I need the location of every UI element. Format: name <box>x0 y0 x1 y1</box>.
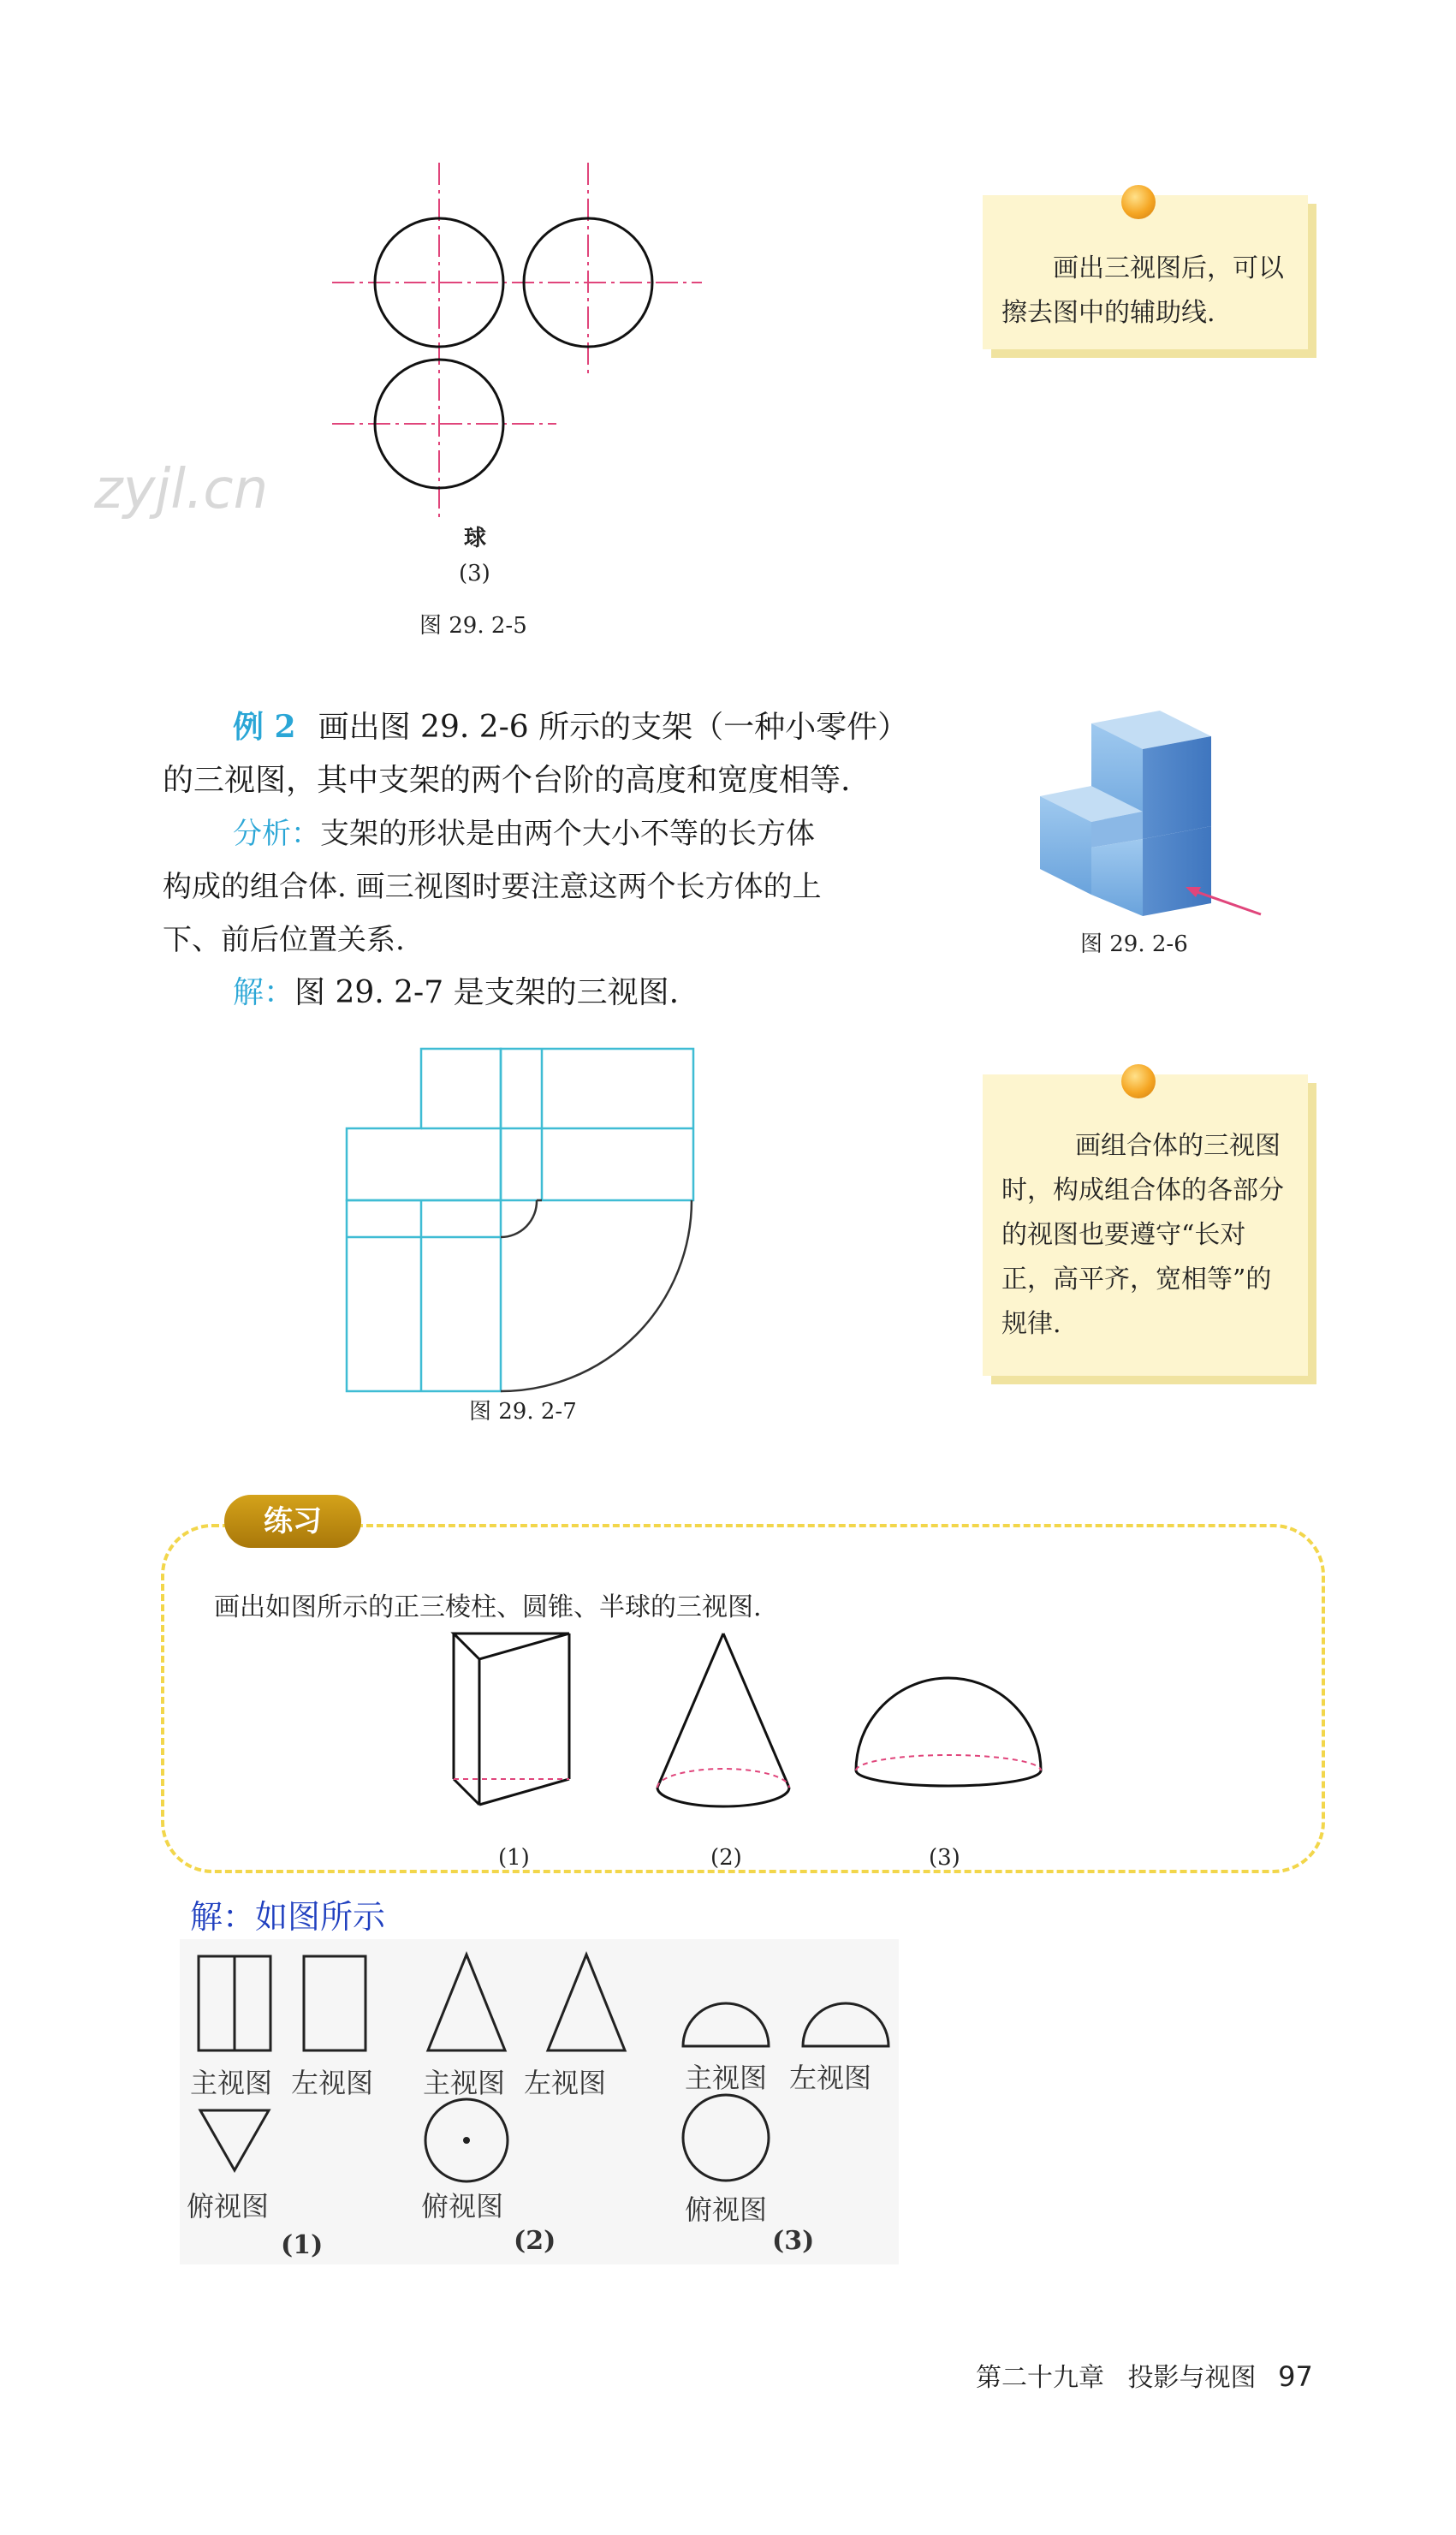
footer-title: 投影与视图 <box>1127 2363 1257 2393</box>
footer-chapter: 第二十九章 <box>976 2363 1104 2393</box>
auxiliary-lines <box>332 163 702 522</box>
hemisphere-left-view <box>803 2003 888 2046</box>
answer-left-label-1: 左视图 <box>291 2067 374 2099</box>
answer-left-label-2: 左视图 <box>524 2067 607 2099</box>
answer-top-label-1: 俯视图 <box>187 2190 270 2223</box>
auxiliary-arc-large <box>501 1200 692 1391</box>
practice-label-1: (1) <box>498 1845 530 1871</box>
answer-front-label-2: 主视图 <box>423 2067 506 2099</box>
left-view-outline <box>501 1049 693 1200</box>
example-text-1: 画出图 29. 2-6 所示的支架（一种小零件） <box>318 710 909 745</box>
analysis-text-3: 下、前后位置关系. <box>163 923 405 957</box>
answer-group-label-2: (2) <box>514 2226 556 2256</box>
practice-prompt: 画出如图所示的正三棱柱、圆锥、半球的三视图. <box>214 1592 762 1622</box>
prism-top-view <box>200 2110 269 2170</box>
bottom-front <box>1091 839 1143 916</box>
figure-label: 球 <box>464 526 487 551</box>
solution-label: 解： <box>233 975 295 1010</box>
answer-group-label-1: (1) <box>281 2230 324 2260</box>
example-text-2: 的三视图，其中支架的两个台阶的高度和宽度相等. <box>163 763 851 798</box>
figure-sublabel: (3) <box>459 561 490 586</box>
sphere-three-views-figure <box>325 163 719 608</box>
analysis-text-2: 构成的组合体. 画三视图时要注意这两个长方体的上 <box>163 870 822 904</box>
answer-front-label-1: 主视图 <box>190 2067 273 2099</box>
front-view-outline <box>347 1049 501 1200</box>
figure-caption: 图 29. 2-5 <box>419 613 527 639</box>
auxiliary-arc-small <box>501 1200 537 1237</box>
analysis-label: 分析： <box>233 817 320 851</box>
triangular-prism <box>454 1633 569 1805</box>
top-view-outline <box>347 1200 501 1391</box>
bottom-side <box>1143 826 1211 916</box>
cone-front-view <box>428 1955 505 2050</box>
hemisphere-top-view <box>683 2095 769 2181</box>
figure-caption: 图 29. 2-7 <box>469 1399 577 1425</box>
side-note-1 <box>983 195 1308 349</box>
side-note-2 <box>983 1074 1308 1376</box>
pin-icon <box>1121 185 1156 219</box>
practice-label-3: (3) <box>929 1845 960 1871</box>
practice-solids-figure <box>445 1633 1096 1822</box>
side-note-text: 画出三视图后，可以擦去图中的辅助线. <box>1001 253 1284 328</box>
hemisphere-front-view <box>683 2003 769 2046</box>
answer-front-label-3: 主视图 <box>685 2062 768 2094</box>
practice-label-2: (2) <box>710 1845 742 1871</box>
answer-label: 解：如图所示 <box>190 1898 386 1936</box>
analysis-text-1: 支架的形状是由两个大小不等的长方体 <box>320 817 815 851</box>
solution-text: 图 29. 2-7 是支架的三视图. <box>294 975 680 1010</box>
practice-tag: 练习 <box>224 1495 361 1548</box>
sphere-views <box>375 218 652 488</box>
bracket-solid-figure <box>1040 711 1297 916</box>
tall-block-side <box>1143 736 1211 839</box>
cone <box>657 1633 789 1806</box>
solution-line <box>163 967 967 1020</box>
page-number: 97 <box>1278 2360 1313 2393</box>
bracket-three-views-figure <box>347 1049 723 1425</box>
analysis-line-1 <box>163 807 967 860</box>
cone-left-view <box>548 1955 625 2050</box>
example-label: 例 2 <box>233 709 296 745</box>
prism-left-view <box>304 1956 365 2050</box>
figure-caption: 图 29. 2-6 <box>1080 931 1188 957</box>
watermark: zyjl.cn <box>94 458 269 521</box>
answer-left-label-3: 左视图 <box>789 2062 872 2094</box>
example-line-1 <box>163 700 967 754</box>
example-2-block <box>163 700 967 1020</box>
answer-top-label-2: 俯视图 <box>421 2190 504 2223</box>
page-footer <box>976 2356 1313 2394</box>
pin-icon <box>1121 1064 1156 1098</box>
answer-top-label-3: 俯视图 <box>685 2193 768 2226</box>
answer-group-label-3: (3) <box>772 2226 815 2256</box>
hemisphere <box>856 1678 1041 1786</box>
side-note-text: 画组合体的三视图时，构成组合体的各部分的视图也要遵守“长对正，高平齐，宽相等”的规律. <box>1001 1131 1284 1339</box>
